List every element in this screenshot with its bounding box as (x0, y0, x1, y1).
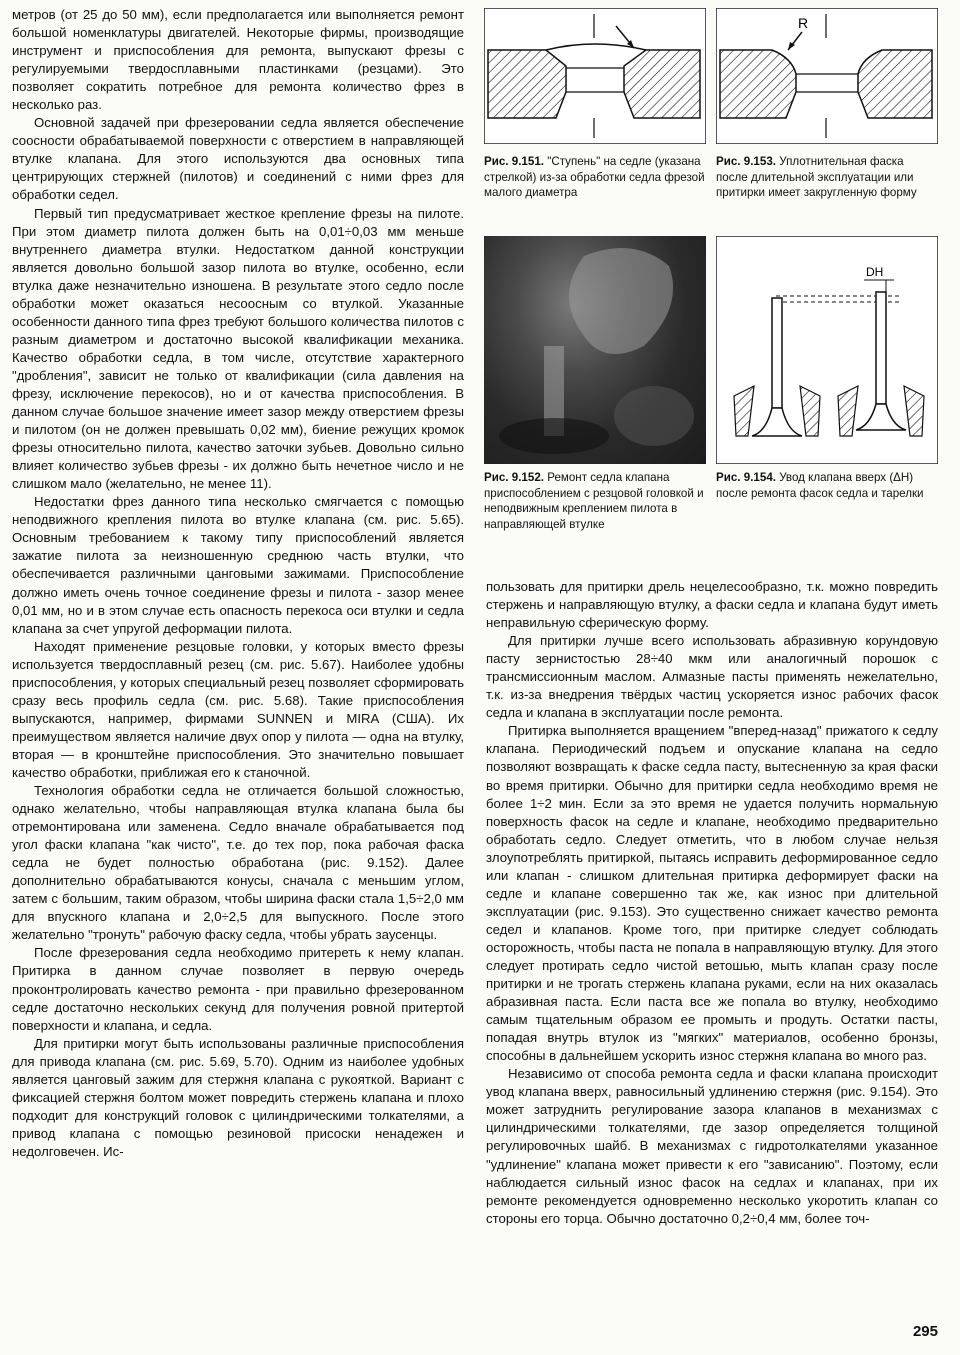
figure-9-151-seat-step-diagram (484, 8, 706, 144)
paragraph: Технология обработки седла не отличается большой сложностью, однако желательно, чтобы направляющая втулка клапана была бы отремонтирована или заменена. Седло вначале обрабатывается под угол фаски клапана "как чисто", т.е. до тех пор, пока рабочая фаска седла не будет полностью обработана (рис. 9.152). Далее дополнительно обрабатываются конусы, сначала с меньшим углом, затем с большим, таким образом, чтобы ширина фаски стала 1,5÷2,0 мм для впускного клапана и 2,0÷2,5 для выпускного. После этого желательно "тронуть" рабочую фаску седла, чтобы убрать заусенцы. (12, 783, 464, 943)
paragraph: После фрезерования седла необходимо притереть к нему клапан. Притирка в данном случае позволяет в первую очередь проконтролировать качество ремонта - при правильно фрезерованном седле достаточно нескольких секунд для получения ровной притертой поверхности и клапана, и седла. (12, 945, 464, 1033)
caption-9-154: Рис. 9.154. Увод клапана вверх (ΔН) после ремонта фасок седла и тарелки (716, 471, 924, 500)
paragraph: пользовать для притирки дрель нецелесообразно, т.к. можно повредить стержень и направляющую втулку, а фаски седла и клапана будут иметь неправильную сферическую форму. (486, 579, 938, 631)
left-text-column (12, 6, 464, 1161)
paragraph: Для притирки лучше всего использовать абразивную корундовую пасту зернистостью 28÷40 мкм или аналогичный порошок с трансмиссионным маслом. Алмазные пасты применять нежелательно, т.к. из-за внедрения твёрдых частиц ускоряется износ рабочих фасок седла и клапана в эксплуатации после ремонта. (486, 633, 938, 721)
paragraph: Притирка выполняется вращением "вперед-назад" прижатого к седлу клапана. Периодический подъем и опускание клапана на седло позволяют возвращать к фаске седла пасту, вытесненную за края фаски во время притирки. Обычно для притирки седла необходимо время не более 1÷2 мин. Если за это время не удается получить нормальную поверхность фасок на седле и клапане, необходимо предварительно обработать седло. Следует отметить, что в любом случае нельзя злоупотреблять притиркой, пытаясь исправить деформированное седло или клапан - слишком длительная притирка деформирует фаски на седле и клапане совершенно так же, как износ при длительной эксплуатации (рис. 9.153). Это существенно снижает качество ремонта седел и клапанов. Кроме того, при притирке следует соблюдать осторожность, чтобы паста не попала в направляющую втулку. Для этого следует протирать седло чистой ветошью, мыть клапан сразу после притирки и не трогать стержень клапана руками, если на них оказалась абразивная паста. Если паста все же попала во втулку, необходимо самым тщательным образом ее промыть и продуть. Остатки пасты, попадая внутрь втулок из "мягких" материалов, особенно бронзы, способны в дальнейшем ускорить износ стержня клапана во много раз. (486, 723, 938, 1064)
paragraph: Основной задачей при фрезеровании седла является обеспечение соосности обрабатываемой поверхности с отверстием в направляющей втулке клапана. Для этого используются два основных типа центрирующих стержней (пилотов) и соединений с ними фрез для обработки седел. (12, 115, 464, 203)
paragraph: метров (от 25 до 50 мм), если предполагается или выполняется ремонт большой номенклатуры двигателей. Некоторые фирмы, производящие инструмент и приспособления для ремонта, выпускают фрезы с регулируемыми твердосплавными пластинками (резцами). Это позволяет сократить потребное для ремонта количество фрез в несколько раз. (12, 7, 464, 113)
paragraph: Находят применение резцовые головки, у которых вместо фрезы используется твердосплавный резец (см. рис. 5.67). Наиболее удобны приспособления, у которых специальный резец позволяет сформировать сразу весь профиль седла (см. рис. 5.68). Такие приспособления выпускаются, например, фирмами SUNNEN и MIRA (США). Их преимуществом является наличие двух опор у пилота — одна на втулку, вторая — в кронштейне приспособления. Это значительно повышает качество обработки, приближая его к станочной. (12, 638, 464, 780)
dh-label: DH (866, 265, 884, 279)
paragraph: Недостатки фрез данного типа несколько смягчается с помощью неподвижного крепления пилота во втулке клапана (см. рис. 5.65). Основным требованием к такому типу приспособлений является зажатие пилота за неизношенную среднюю часть втулки, что обеспечивается различными цанговыми зажимами. Приспособление должно иметь очень точное соединение фрезы и пилота - зазор менее 0,01 мм, но и в этом случае есть опасность перекоса оси втулки и седла клапана за счет упругой деформации пилота. (12, 494, 464, 636)
figure-9-153-rounded-chamfer-diagram (716, 8, 938, 144)
paragraph: Для притирки могут быть использованы различные приспособления для привода клапана (см. рис. 5.69, 5.70). Одним из наиболее удобных является цанговый зажим для стержня клапана с рукояткой. Вариант с фиксацией стержня болтом может повредить стержень клапана и плохо подходит для конструкций головок с цилиндрическими толкателями, а привод клапана с помощью резиновой присоски ненадежен и недолговечен. Ис- (12, 1035, 464, 1159)
paragraph: Первый тип предусматривает жесткое крепление фрезы на пилоте. При этом диаметр пилота должен быть на 0,01÷0,03 мм меньше внутреннего диаметра втулки. Недостатком данной конструкции является довольно большой зазор пилота во втулке, особенно, если втулка даже незначительно изношена. В результате этого седло после обработки может оказаться несоосным со втулкой. Указанные особенности данного типа фрез требуют большого количества пилотов с разным диаметром и достаточно высокой квалификации механика. Качество обработки седла, в том числе, отсутствие характерного "дробления", зависит не только от квалификации (сила давления на фрезу, исключение перекосов), но и от качества приспособления. В данном случае большое значение имеет зазор между отверстием фрезы и пилотом (он не должен превышать 0,02 мм), биение режущих кромок фрезы относительно пилота, качество заточки зубьев. Довольно сильно влияет количество зубьев фрезы - их должно быть нечетное число и не слишком мало (желательно, не менее 11). (12, 205, 464, 492)
right-text-column (486, 578, 938, 1228)
page-number: 295 (912, 1323, 938, 1340)
figure-9-152-photo (484, 236, 706, 464)
figure-9-154-valve-lift-diagram (716, 236, 938, 464)
caption-9-153: Рис. 9.153. Уплотнительная фаска после длительной эксплуатации или притирки имеет закругленную форму (716, 155, 917, 200)
radius-label: R (798, 15, 809, 31)
paragraph: Независимо от способа ремонта седла и фаски клапана происходит увод клапана вверх, равносильный удлинению стержня (рис. 9.154). Это может затруднить регулирование зазора клапанов в механизмах с цилиндрическими толкателями, где зазор определяется толщиной регулировочных шайб. В механизмах с гидротолкателями указанное "удлинение" клапана может привести к его "зависанию". Поэтому, если наблюдается сильный износ фасок на седлах и клапанах, при их ремонте рекомендуется одновременно несколько укоротить клапан со стороны его торца. Обычно достаточно 0,2÷0,4 мм, более точ- (486, 1066, 938, 1226)
caption-9-151: Рис. 9.151. "Ступень" на седле (указана стрелкой) из-за обработки седла фрезой малого диаметра (484, 155, 705, 200)
caption-9-152: Рис. 9.152. Ремонт седла клапана приспособлением с резцовой головкой и неподвижным креплением пилота в направляющей втулке (484, 471, 704, 531)
